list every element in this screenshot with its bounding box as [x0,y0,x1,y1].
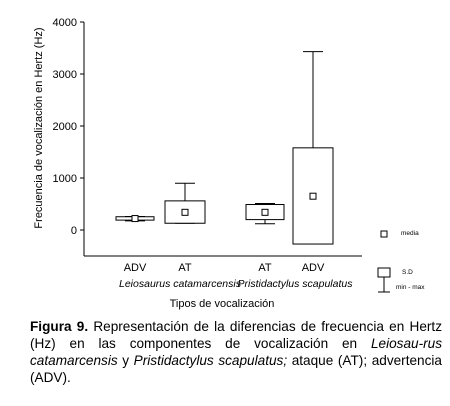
caption-text-1: Representación de la diferencias de frecuencia en Hertz (Hz) en las componentes de vocalización en [30,319,442,351]
y-axis-label: Frecuencia de vocalización en Hertz (Hz) [33,27,45,229]
mean-marker [310,193,316,199]
legend-label-media: media [401,230,419,237]
y-tick-label: 2000 [52,121,77,133]
legend-mean-symbol [381,231,387,237]
category-label: AT [258,262,272,274]
category-label: AT [178,262,192,274]
mean-marker [132,216,138,222]
group-label: Pristidactylus scapulatus [237,278,353,290]
y-tick-label: 1000 [52,173,77,185]
group-label: Leiosaurus catamarcensis [119,278,241,290]
label-layer [119,262,353,290]
mean-marker [262,209,268,215]
figure-caption [30,318,442,386]
caption-figure-label: Figura 9. [30,319,89,334]
caption-species-2: Pristidactylus scapulatus; [133,353,288,368]
caption-text-2: y [117,353,134,368]
caption-species-1: Leiosau-rus catamarcensis [30,336,442,368]
legend-label-minmax: min - max [396,284,425,291]
y-tick-label: 3000 [52,69,77,81]
y-tick-label: 4000 [52,17,77,29]
box-layer [116,52,333,244]
mean-marker [182,209,188,215]
x-axis-label: Tipos de vocalización [169,298,275,310]
caption-text-3: ataque (AT); advertencia (ADV). [30,353,442,385]
category-label: ADV [123,262,147,274]
category-label: ADV [301,262,325,274]
y-tick-label: 0 [70,225,77,237]
legend-sd-symbol [378,268,390,277]
legend-label-sd: S.D [402,269,413,276]
legend [378,230,425,292]
